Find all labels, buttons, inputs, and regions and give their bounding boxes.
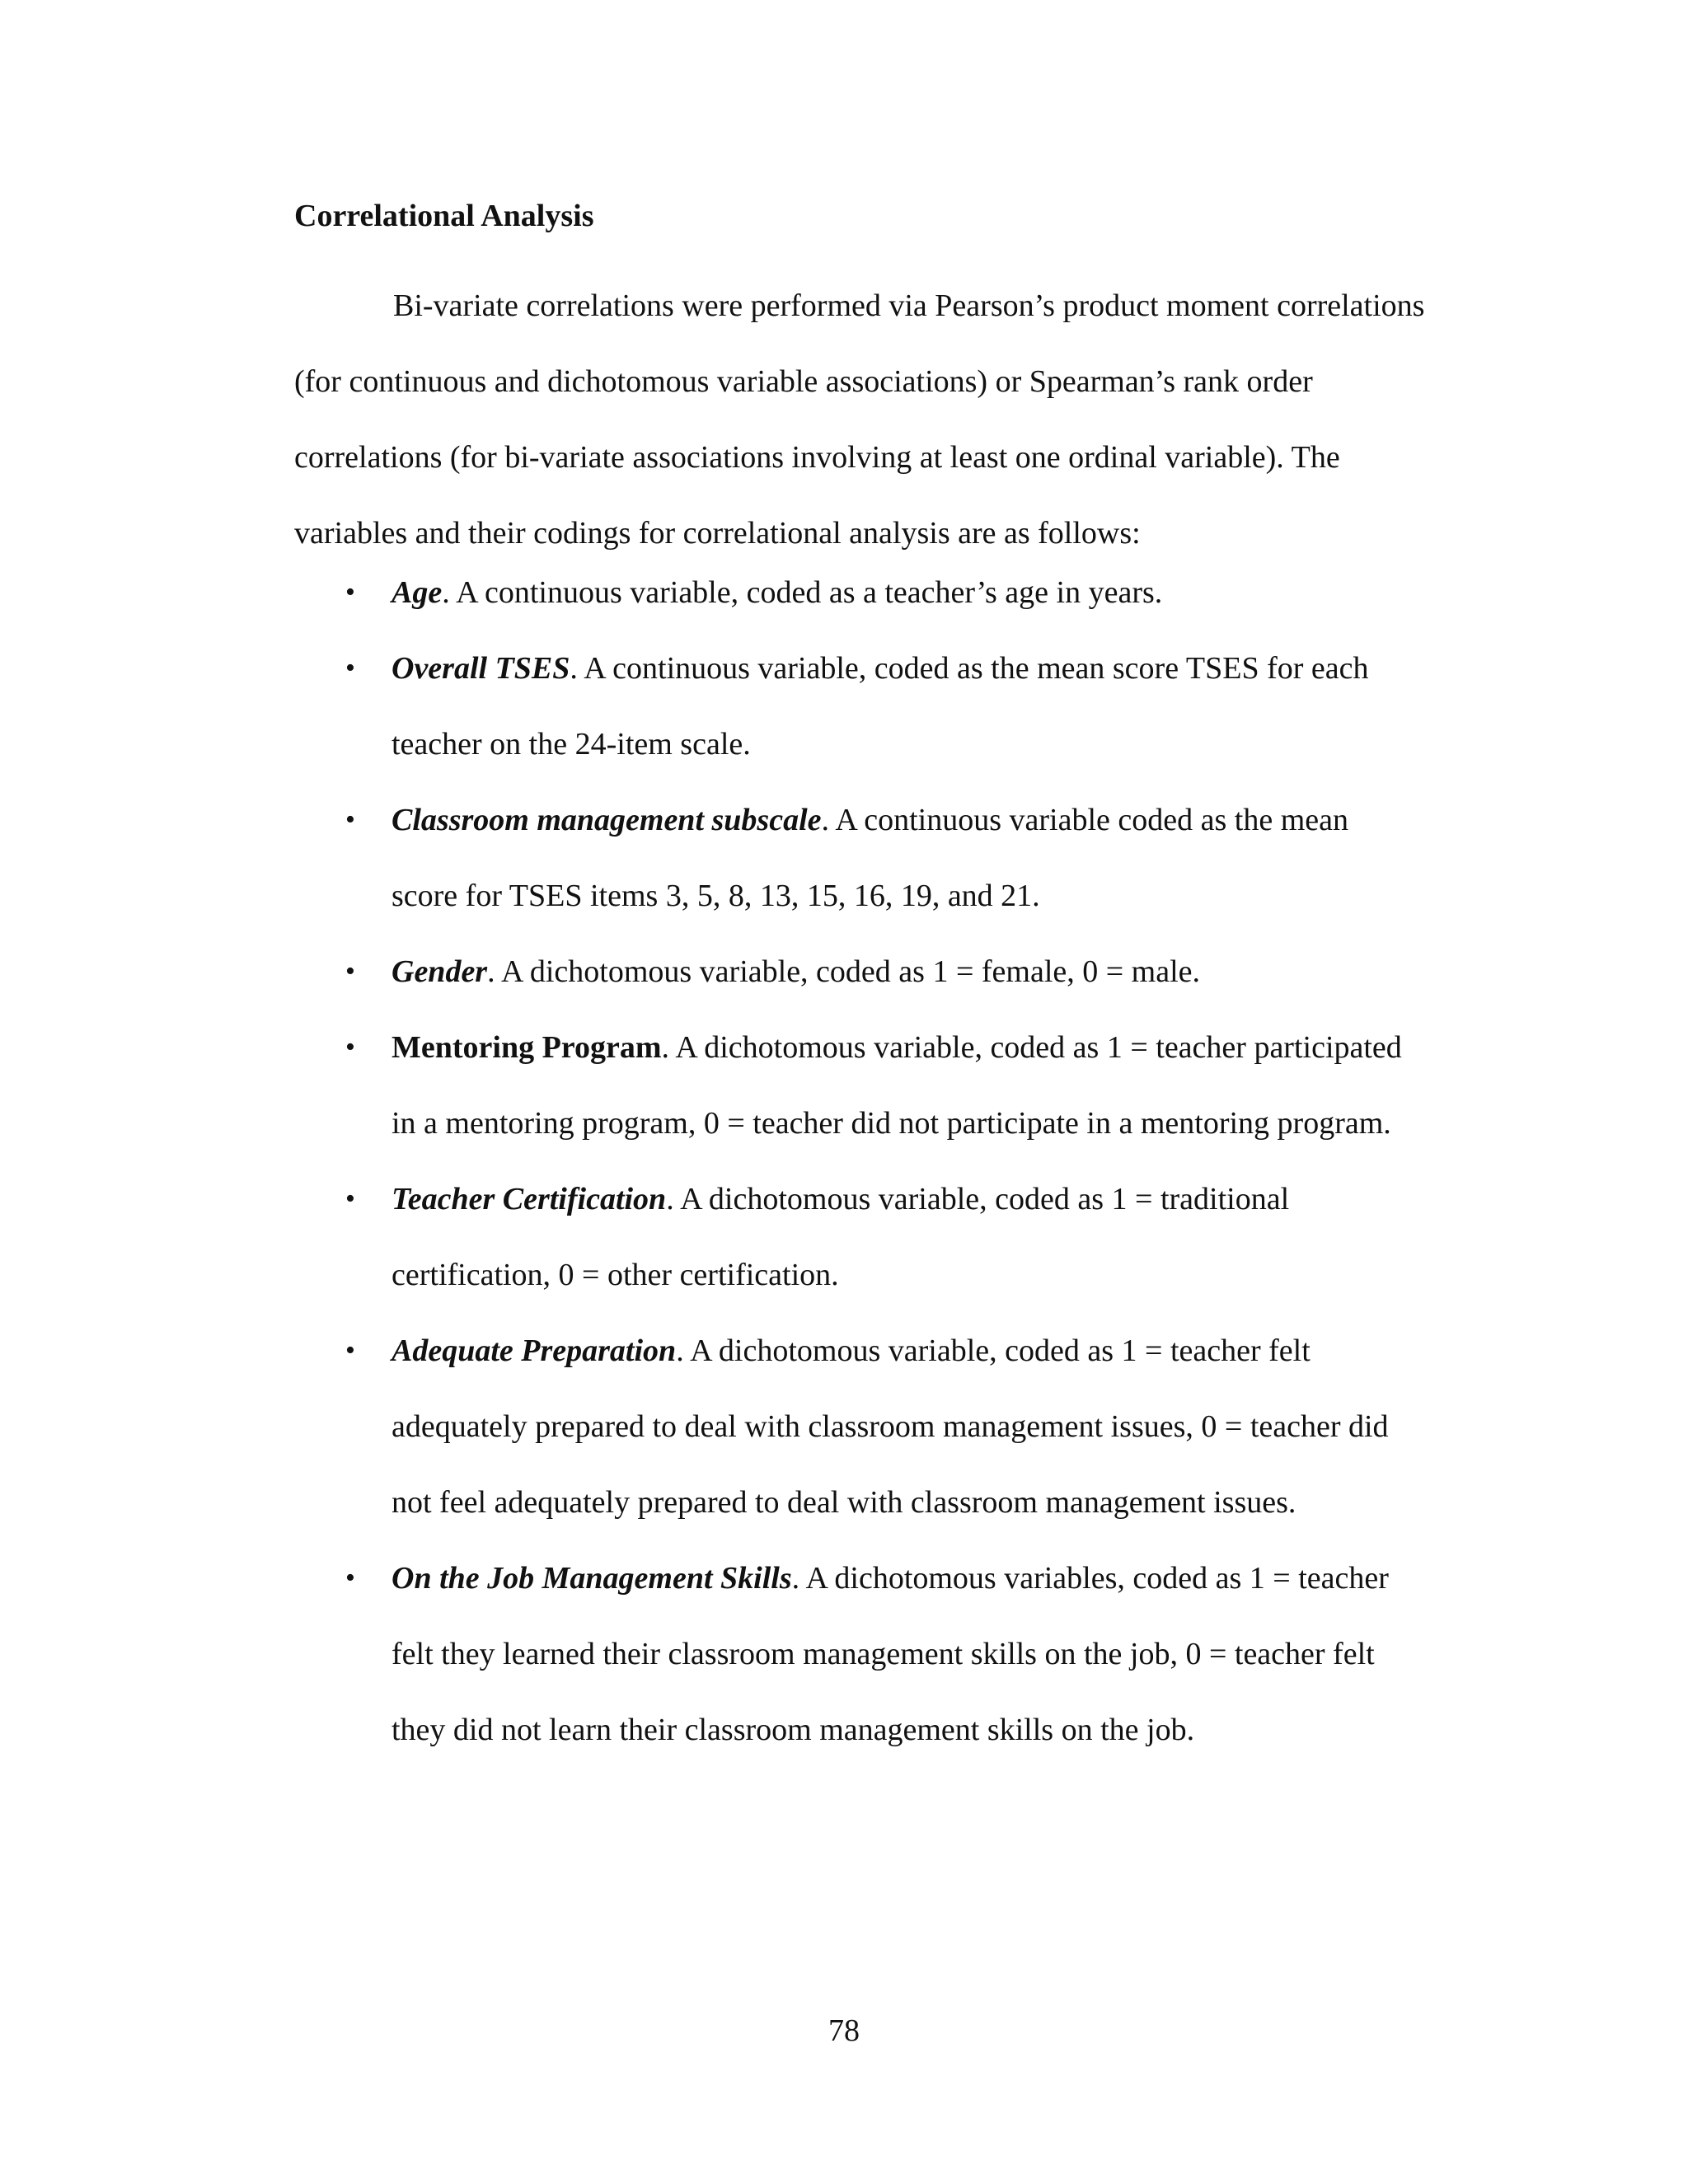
variable-term: Teacher Certification <box>392 1182 667 1216</box>
variable-description: . A dichotomous variable, coded as 1 = teacher participated <box>661 1030 1402 1065</box>
list-item-text <box>392 555 1479 630</box>
variable-term: Mentoring Program <box>392 1030 662 1065</box>
list-item-line <box>392 1161 1479 1237</box>
intro-line <box>294 268 1473 344</box>
list-item-line: score for TSES items 3, 5, 8, 13, 15, 16, 19, and 21. <box>392 879 1040 913</box>
list-item-line: adequately prepared to deal with classroom management issues, 0 = teacher did <box>392 1409 1389 1444</box>
list-item-text <box>392 1313 1479 1540</box>
intro-line: variables and their codings for correlational analysis are as follows: <box>294 516 1141 551</box>
variable-term: Gender <box>392 954 488 989</box>
bullet-icon: • <box>345 1563 355 1593</box>
list-item-line: felt they learned their classroom management skills on the job, 0 = teacher felt <box>392 1637 1375 1671</box>
list-item-line <box>392 1313 1479 1389</box>
variable-term: Age <box>392 575 443 610</box>
list-item-line <box>392 934 1479 1010</box>
list-item-text <box>392 1010 1479 1161</box>
list-item-line: teacher on the 24-item scale. <box>392 727 751 762</box>
intro-paragraph <box>294 268 1473 571</box>
variable-description: . A dichotomous variable, coded as 1 = traditional <box>666 1182 1290 1216</box>
variable-term: On the Job Management Skills <box>392 1561 792 1596</box>
list-item-line: they did not learn their classroom management skills on the job. <box>392 1713 1195 1747</box>
variable-term: Adequate Preparation <box>392 1333 677 1368</box>
list-item-text <box>392 1161 1479 1313</box>
list-item-line <box>392 630 1479 706</box>
variable-description: . A dichotomous variables, coded as 1 = teacher <box>791 1561 1389 1596</box>
variable-description: . A dichotomous variable, coded as 1 = female, 0 = male. <box>487 954 1201 989</box>
bullet-icon: • <box>345 1032 355 1062</box>
list-item-line <box>392 1540 1479 1616</box>
section-heading: Correlational Analysis <box>294 199 594 233</box>
list-item-line: not feel adequately prepared to deal with classroom management issues. <box>392 1485 1296 1520</box>
list-item-text <box>392 934 1479 1010</box>
list-item-text <box>392 1540 1479 1768</box>
list-item-line <box>392 782 1479 858</box>
variable-term: Overall TSES <box>392 651 570 686</box>
page-number: 78 <box>828 2013 860 2048</box>
list-item-line <box>392 555 1479 630</box>
list-item-line <box>392 1010 1479 1085</box>
variable-term: Classroom management subscale <box>392 803 822 837</box>
intro-line-text: Bi-variate correlations were performed via Pearson’s product moment correlations <box>393 288 1425 323</box>
intro-line: correlations (for bi-variate associations involving at least one ordinal variable). The <box>294 440 1340 475</box>
bullet-icon: • <box>345 804 355 835</box>
variable-description: . A continuous variable, coded as the mean score TSES for each <box>570 651 1369 686</box>
bullet-icon: • <box>345 1183 355 1214</box>
variable-description: . A dichotomous variable, coded as 1 = teacher felt <box>676 1333 1311 1368</box>
bullet-icon: • <box>345 577 355 607</box>
variable-description: . A continuous variable coded as the mean <box>821 803 1348 837</box>
list-item-line: in a mentoring program, 0 = teacher did not participate in a mentoring program. <box>392 1106 1391 1141</box>
bullet-icon: • <box>345 1335 355 1366</box>
intro-line: (for continuous and dichotomous variable associations) or Spearman’s rank order <box>294 364 1313 399</box>
list-item-text <box>392 630 1479 782</box>
list-item-line: certification, 0 = other certification. <box>392 1258 839 1292</box>
variable-description: . A continuous variable, coded as a teacher’s age in years. <box>442 575 1163 610</box>
list-item-text <box>392 782 1479 934</box>
bullet-icon: • <box>345 653 355 683</box>
bullet-icon: • <box>345 956 355 987</box>
